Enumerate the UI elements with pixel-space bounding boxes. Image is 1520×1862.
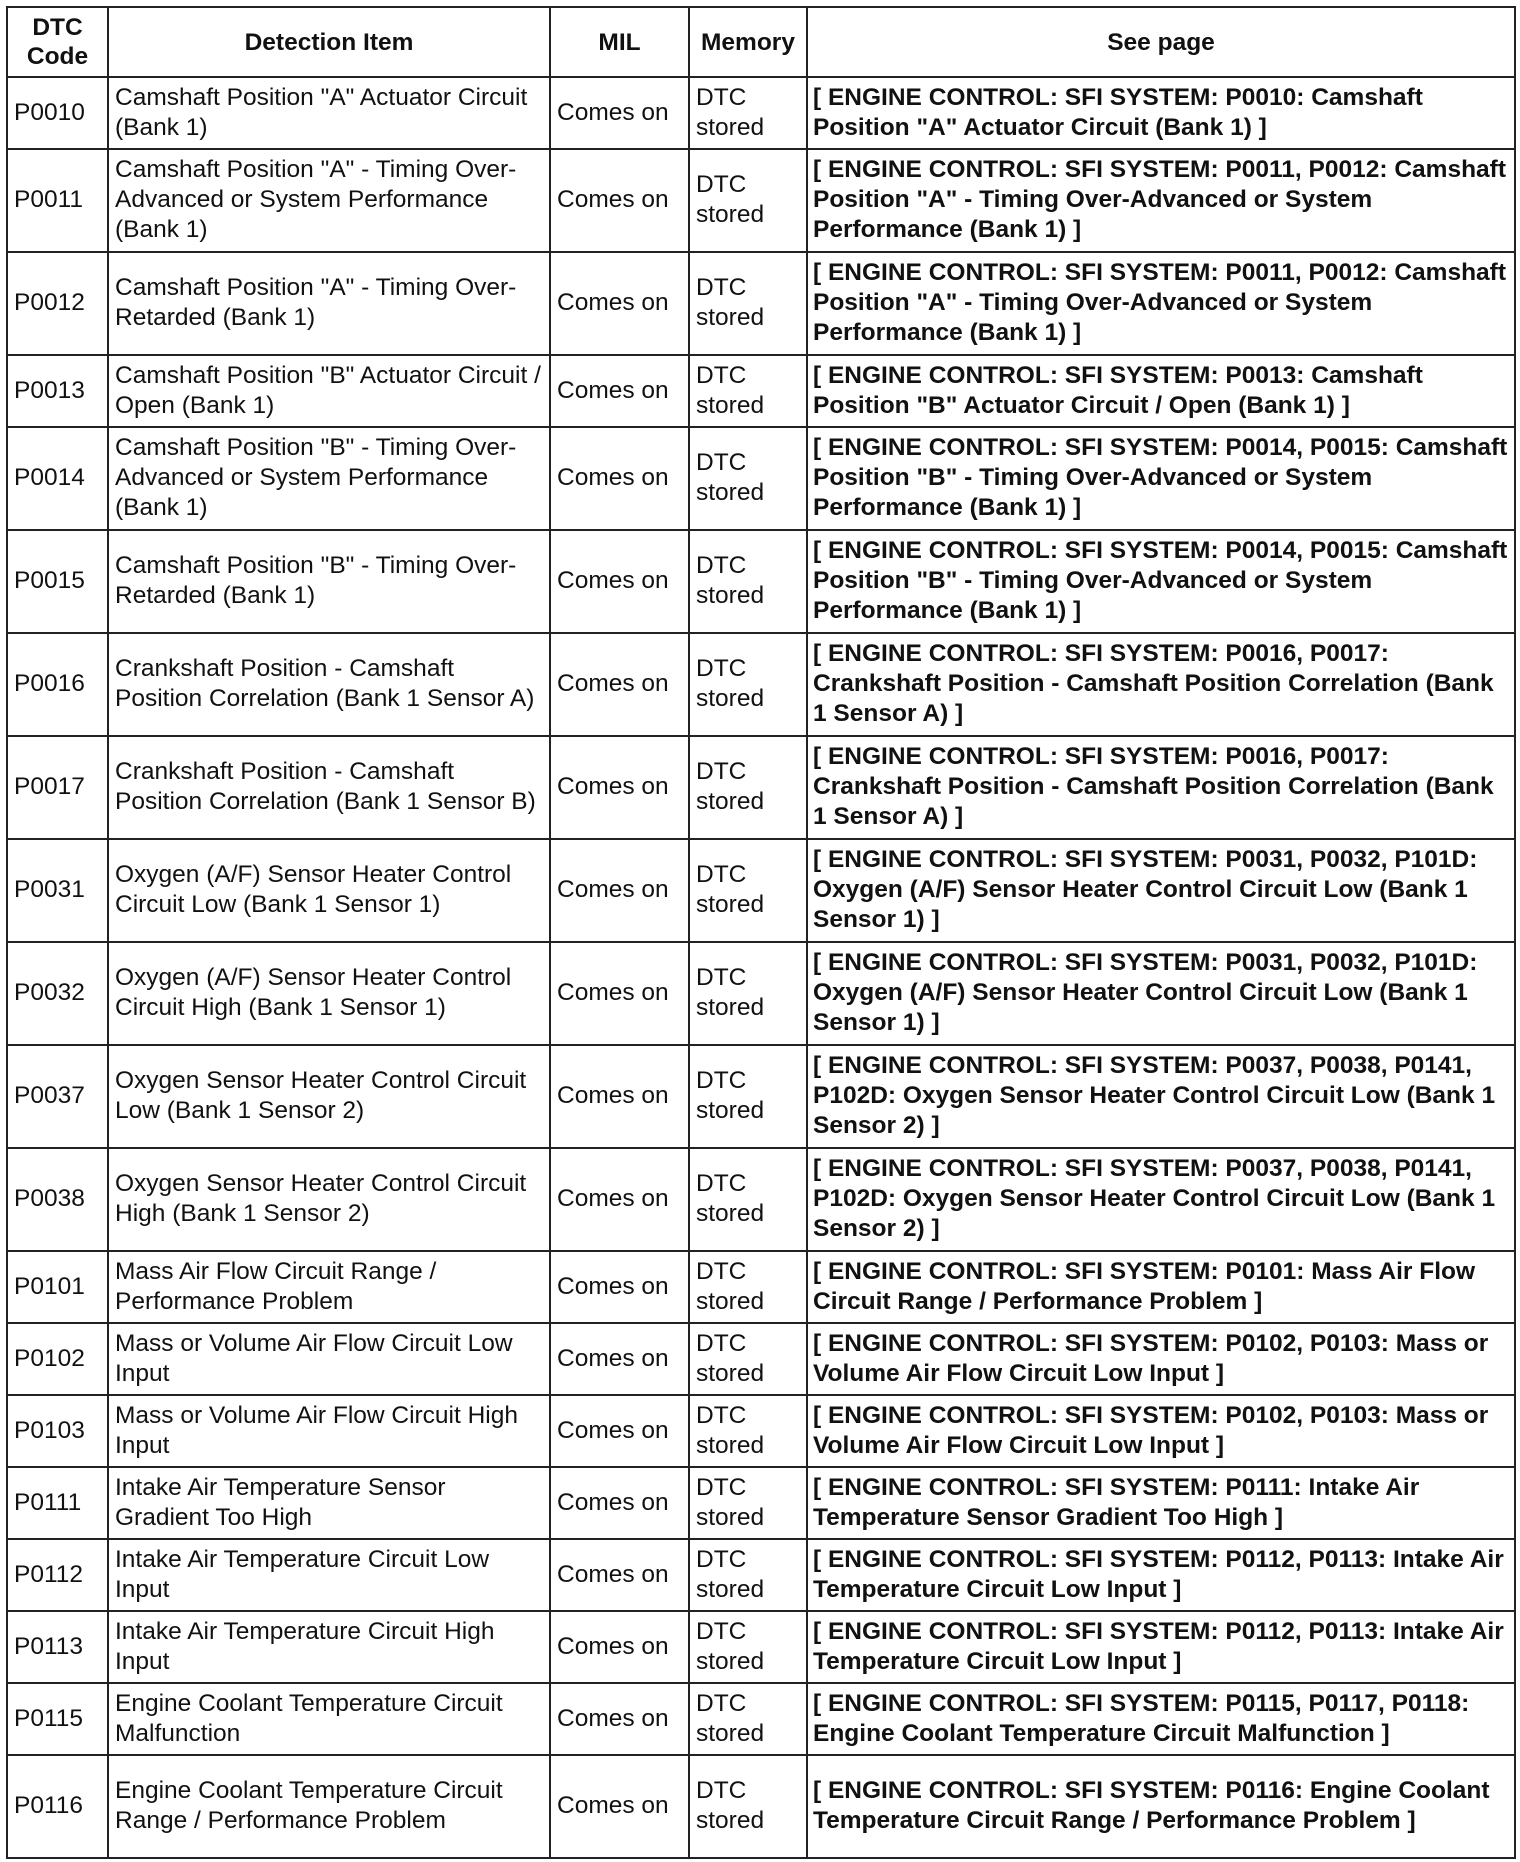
header-detection-item: Detection Item (108, 7, 550, 77)
memory-cell: DTC stored (689, 942, 807, 1045)
detection-item-cell: Oxygen (A/F) Sensor Heater Control Circuit Low (Bank 1 Sensor 1) (108, 839, 550, 942)
memory-cell: DTC stored (689, 530, 807, 633)
detection-item-cell: Mass or Volume Air Flow Circuit High Input (108, 1395, 550, 1467)
table-row (7, 1683, 1515, 1755)
see-page-link[interactable]: [ ENGINE CONTROL: SFI SYSTEM: P0011, P0012: Camshaft Position "A" - Timing Over-Advanced or System Performance (Bank 1) ] (807, 149, 1515, 252)
mil-cell: Comes on (550, 1755, 689, 1858)
header-dtc-code: DTC Code (7, 7, 108, 77)
dtc-code-cell: P0014 (7, 427, 108, 530)
detection-item-cell: Camshaft Position "A" - Timing Over-Retarded (Bank 1) (108, 252, 550, 355)
dtc-code-cell: P0011 (7, 149, 108, 252)
mil-cell: Comes on (550, 1611, 689, 1683)
table-row (7, 1539, 1515, 1611)
memory-cell: DTC stored (689, 355, 807, 427)
dtc-table (6, 6, 1516, 1859)
memory-cell: DTC stored (689, 77, 807, 149)
dtc-code-cell: P0101 (7, 1251, 108, 1323)
memory-cell: DTC stored (689, 1148, 807, 1251)
memory-cell: DTC stored (689, 1251, 807, 1323)
dtc-code-cell: P0111 (7, 1467, 108, 1539)
dtc-code-cell: P0113 (7, 1611, 108, 1683)
see-page-link[interactable]: [ ENGINE CONTROL: SFI SYSTEM: P0115, P0117, P0118: Engine Coolant Temperature Circuit Malfunction ] (807, 1683, 1515, 1755)
see-page-link[interactable]: [ ENGINE CONTROL: SFI SYSTEM: P0102, P0103: Mass or Volume Air Flow Circuit Low Input ] (807, 1395, 1515, 1467)
table-row (7, 530, 1515, 633)
table-row (7, 942, 1515, 1045)
mil-cell: Comes on (550, 1045, 689, 1148)
detection-item-cell: Camshaft Position "A" Actuator Circuit (Bank 1) (108, 77, 550, 149)
table-row (7, 77, 1515, 149)
dtc-code-cell: P0013 (7, 355, 108, 427)
table-row (7, 355, 1515, 427)
detection-item-cell: Crankshaft Position - Camshaft Position Correlation (Bank 1 Sensor B) (108, 736, 550, 839)
detection-item-cell: Engine Coolant Temperature Circuit Range / Performance Problem (108, 1755, 550, 1858)
detection-item-cell: Engine Coolant Temperature Circuit Malfunction (108, 1683, 550, 1755)
detection-item-cell: Crankshaft Position - Camshaft Position Correlation (Bank 1 Sensor A) (108, 633, 550, 736)
dtc-code-cell: P0012 (7, 252, 108, 355)
header-mil: MIL (550, 7, 689, 77)
memory-cell: DTC stored (689, 252, 807, 355)
mil-cell: Comes on (550, 1148, 689, 1251)
see-page-link[interactable]: [ ENGINE CONTROL: SFI SYSTEM: P0112, P0113: Intake Air Temperature Circuit Low Input ] (807, 1539, 1515, 1611)
memory-cell: DTC stored (689, 839, 807, 942)
memory-cell: DTC stored (689, 427, 807, 530)
mil-cell: Comes on (550, 1395, 689, 1467)
detection-item-cell: Intake Air Temperature Circuit Low Input (108, 1539, 550, 1611)
memory-cell: DTC stored (689, 1539, 807, 1611)
memory-cell: DTC stored (689, 1755, 807, 1858)
table-row (7, 427, 1515, 530)
dtc-code-cell: P0016 (7, 633, 108, 736)
see-page-link[interactable]: [ ENGINE CONTROL: SFI SYSTEM: P0111: Intake Air Temperature Sensor Gradient Too High ] (807, 1467, 1515, 1539)
detection-item-cell: Camshaft Position "B" - Timing Over-Retarded (Bank 1) (108, 530, 550, 633)
dtc-code-cell: P0102 (7, 1323, 108, 1395)
mil-cell: Comes on (550, 736, 689, 839)
mil-cell: Comes on (550, 633, 689, 736)
see-page-link[interactable]: [ ENGINE CONTROL: SFI SYSTEM: P0014, P0015: Camshaft Position "B" - Timing Over-Advanced or System Performance (Bank 1) ] (807, 530, 1515, 633)
dtc-table-container (6, 6, 1516, 1859)
dtc-code-cell: P0116 (7, 1755, 108, 1858)
table-row (7, 252, 1515, 355)
detection-item-cell: Oxygen Sensor Heater Control Circuit Low (Bank 1 Sensor 2) (108, 1045, 550, 1148)
see-page-link[interactable]: [ ENGINE CONTROL: SFI SYSTEM: P0013: Camshaft Position "B" Actuator Circuit / Open (Bank 1) ] (807, 355, 1515, 427)
dtc-code-cell: P0103 (7, 1395, 108, 1467)
memory-cell: DTC stored (689, 1323, 807, 1395)
see-page-link[interactable]: [ ENGINE CONTROL: SFI SYSTEM: P0016, P0017: Crankshaft Position - Camshaft Position Correlation (Bank 1 Sensor A) ] (807, 736, 1515, 839)
detection-item-cell: Camshaft Position "B" - Timing Over-Advanced or System Performance (Bank 1) (108, 427, 550, 530)
see-page-link[interactable]: [ ENGINE CONTROL: SFI SYSTEM: P0037, P0038, P0141, P102D: Oxygen Sensor Heater Control Circuit Low (Bank 1 Sensor 2) ] (807, 1045, 1515, 1148)
table-row (7, 1251, 1515, 1323)
dtc-code-cell: P0031 (7, 839, 108, 942)
see-page-link[interactable]: [ ENGINE CONTROL: SFI SYSTEM: P0031, P0032, P101D: Oxygen (A/F) Sensor Heater Control Circuit Low (Bank 1 Sensor 1) ] (807, 942, 1515, 1045)
table-row (7, 149, 1515, 252)
detection-item-cell: Mass or Volume Air Flow Circuit Low Input (108, 1323, 550, 1395)
mil-cell: Comes on (550, 1683, 689, 1755)
detection-item-cell: Oxygen (A/F) Sensor Heater Control Circuit High (Bank 1 Sensor 1) (108, 942, 550, 1045)
dtc-code-cell: P0038 (7, 1148, 108, 1251)
see-page-link[interactable]: [ ENGINE CONTROL: SFI SYSTEM: P0031, P0032, P101D: Oxygen (A/F) Sensor Heater Control Circuit Low (Bank 1 Sensor 1) ] (807, 839, 1515, 942)
table-row (7, 633, 1515, 736)
memory-cell: DTC stored (689, 736, 807, 839)
detection-item-cell: Intake Air Temperature Sensor Gradient Too High (108, 1467, 550, 1539)
mil-cell: Comes on (550, 427, 689, 530)
dtc-code-cell: P0017 (7, 736, 108, 839)
table-row (7, 1045, 1515, 1148)
detection-item-cell: Oxygen Sensor Heater Control Circuit High (Bank 1 Sensor 2) (108, 1148, 550, 1251)
mil-cell: Comes on (550, 355, 689, 427)
mil-cell: Comes on (550, 1323, 689, 1395)
dtc-code-cell: P0112 (7, 1539, 108, 1611)
mil-cell: Comes on (550, 149, 689, 252)
table-row (7, 736, 1515, 839)
mil-cell: Comes on (550, 1251, 689, 1323)
detection-item-cell: Camshaft Position "A" - Timing Over-Advanced or System Performance (Bank 1) (108, 149, 550, 252)
header-memory: Memory (689, 7, 807, 77)
table-row (7, 1611, 1515, 1683)
table-row (7, 1755, 1515, 1858)
see-page-link[interactable]: [ ENGINE CONTROL: SFI SYSTEM: P0116: Engine Coolant Temperature Circuit Range / Performance Problem ] (807, 1755, 1515, 1858)
dtc-code-cell: P0115 (7, 1683, 108, 1755)
table-row (7, 1395, 1515, 1467)
dtc-code-cell: P0037 (7, 1045, 108, 1148)
mil-cell: Comes on (550, 77, 689, 149)
table-row (7, 1323, 1515, 1395)
table-row (7, 839, 1515, 942)
header-see-page: See page (807, 7, 1515, 77)
memory-cell: DTC stored (689, 1395, 807, 1467)
see-page-link[interactable]: [ ENGINE CONTROL: SFI SYSTEM: P0102, P0103: Mass or Volume Air Flow Circuit Low Input ] (807, 1323, 1515, 1395)
mil-cell: Comes on (550, 530, 689, 633)
see-page-link[interactable]: [ ENGINE CONTROL: SFI SYSTEM: P0010: Camshaft Position "A" Actuator Circuit (Bank 1) ] (807, 77, 1515, 149)
detection-item-cell: Mass Air Flow Circuit Range / Performance Problem (108, 1251, 550, 1323)
see-page-link[interactable]: [ ENGINE CONTROL: SFI SYSTEM: P0014, P0015: Camshaft Position "B" - Timing Over-Advanced or System Performance (Bank 1) ] (807, 427, 1515, 530)
table-row (7, 1148, 1515, 1251)
dtc-code-cell: P0032 (7, 942, 108, 1045)
see-page-link[interactable]: [ ENGINE CONTROL: SFI SYSTEM: P0011, P0012: Camshaft Position "A" - Timing Over-Advanced or System Performance (Bank 1) ] (807, 252, 1515, 355)
detection-item-cell: Camshaft Position "B" Actuator Circuit / Open (Bank 1) (108, 355, 550, 427)
memory-cell: DTC stored (689, 633, 807, 736)
memory-cell: DTC stored (689, 1467, 807, 1539)
see-page-link[interactable]: [ ENGINE CONTROL: SFI SYSTEM: P0016, P0017: Crankshaft Position - Camshaft Position Correlation (Bank 1 Sensor A) ] (807, 633, 1515, 736)
memory-cell: DTC stored (689, 1611, 807, 1683)
see-page-link[interactable]: [ ENGINE CONTROL: SFI SYSTEM: P0037, P0038, P0141, P102D: Oxygen Sensor Heater Control Circuit Low (Bank 1 Sensor 2) ] (807, 1148, 1515, 1251)
mil-cell: Comes on (550, 942, 689, 1045)
see-page-link[interactable]: [ ENGINE CONTROL: SFI SYSTEM: P0101: Mass Air Flow Circuit Range / Performance Problem ] (807, 1251, 1515, 1323)
mil-cell: Comes on (550, 252, 689, 355)
mil-cell: Comes on (550, 1467, 689, 1539)
mil-cell: Comes on (550, 839, 689, 942)
memory-cell: DTC stored (689, 149, 807, 252)
mil-cell: Comes on (550, 1539, 689, 1611)
memory-cell: DTC stored (689, 1683, 807, 1755)
detection-item-cell: Intake Air Temperature Circuit High Input (108, 1611, 550, 1683)
memory-cell: DTC stored (689, 1045, 807, 1148)
dtc-code-cell: P0010 (7, 77, 108, 149)
table-header-row (7, 7, 1515, 77)
table-row (7, 1467, 1515, 1539)
dtc-code-cell: P0015 (7, 530, 108, 633)
see-page-link[interactable]: [ ENGINE CONTROL: SFI SYSTEM: P0112, P0113: Intake Air Temperature Circuit Low Input ] (807, 1611, 1515, 1683)
